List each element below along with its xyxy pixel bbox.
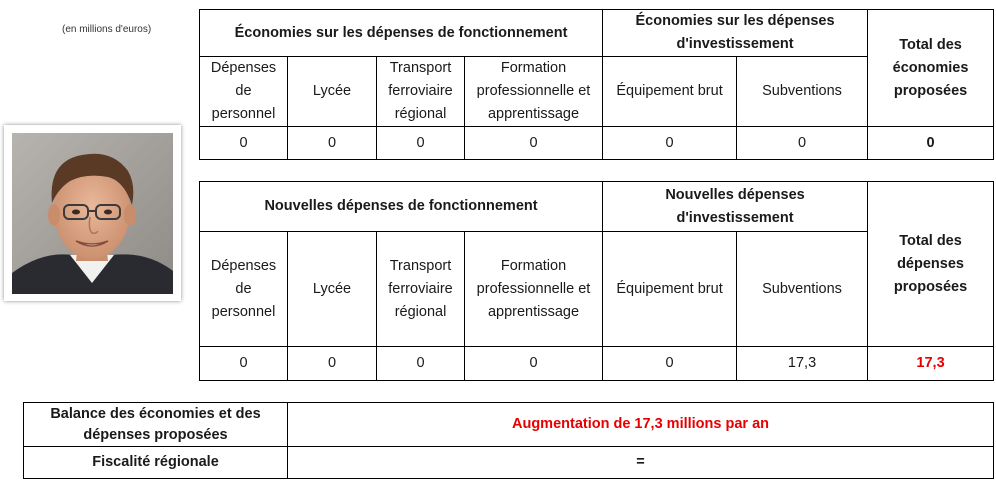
value-cell: 0: [377, 127, 465, 160]
value-cell: 0: [200, 347, 288, 381]
column-header: Subventions: [737, 57, 868, 127]
column-header: Subventions: [737, 232, 868, 347]
value-cell: 0: [288, 127, 377, 160]
value-cell: 17,3: [737, 347, 868, 381]
portrait-image: [12, 133, 173, 294]
column-header: Transport ferroviaire régional: [377, 232, 465, 347]
column-header: Équipement brut: [603, 232, 737, 347]
column-header: Transport ferroviaire régional: [377, 57, 465, 127]
balance-value: Augmentation de 17,3 millions par an: [288, 403, 994, 447]
column-header: Équipement brut: [603, 57, 737, 127]
depenses-fonctionnement-header: Nouvelles dépenses de fonctionnement: [200, 182, 603, 232]
column-header: Dépenses de personnel: [200, 232, 288, 347]
value-cell: 0: [737, 127, 868, 160]
value-cell: 0: [288, 347, 377, 381]
value-cell: 0: [465, 127, 603, 160]
depenses-investissement-header: Nouvelles dépenses d'investissement: [603, 182, 868, 232]
column-header: Formation professionnelle et apprentissage: [465, 232, 603, 347]
portrait-photo: [4, 125, 181, 301]
depenses-total-header: Total des dépenses proposées: [868, 182, 994, 347]
unit-note: (en millions d'euros): [62, 24, 152, 35]
value-cell: 0: [377, 347, 465, 381]
value-cell: 0: [603, 347, 737, 381]
column-header: Formation professionnelle et apprentissage: [465, 57, 603, 127]
depenses-total-value: 17,3: [868, 347, 994, 381]
balance-label: Balance des économies et des dépenses proposées: [24, 403, 288, 447]
depenses-table: [199, 181, 994, 381]
economies-table: [199, 9, 994, 160]
column-header: Lycée: [288, 57, 377, 127]
column-header: Dépenses de personnel: [200, 57, 288, 127]
economies-investissement-header: Économies sur les dépenses d'investissement: [603, 10, 868, 57]
economies-total-header: Total des économies proposées: [868, 10, 994, 127]
value-cell: 0: [200, 127, 288, 160]
fiscalite-value: =: [288, 447, 994, 479]
economies-fonctionnement-header: Économies sur les dépenses de fonctionnement: [200, 10, 603, 57]
value-cell: 0: [465, 347, 603, 381]
column-header: Lycée: [288, 232, 377, 347]
summary-table: [23, 402, 994, 479]
value-cell: 0: [603, 127, 737, 160]
economies-total-value: 0: [868, 127, 994, 160]
fiscalite-label: Fiscalité régionale: [24, 447, 288, 479]
